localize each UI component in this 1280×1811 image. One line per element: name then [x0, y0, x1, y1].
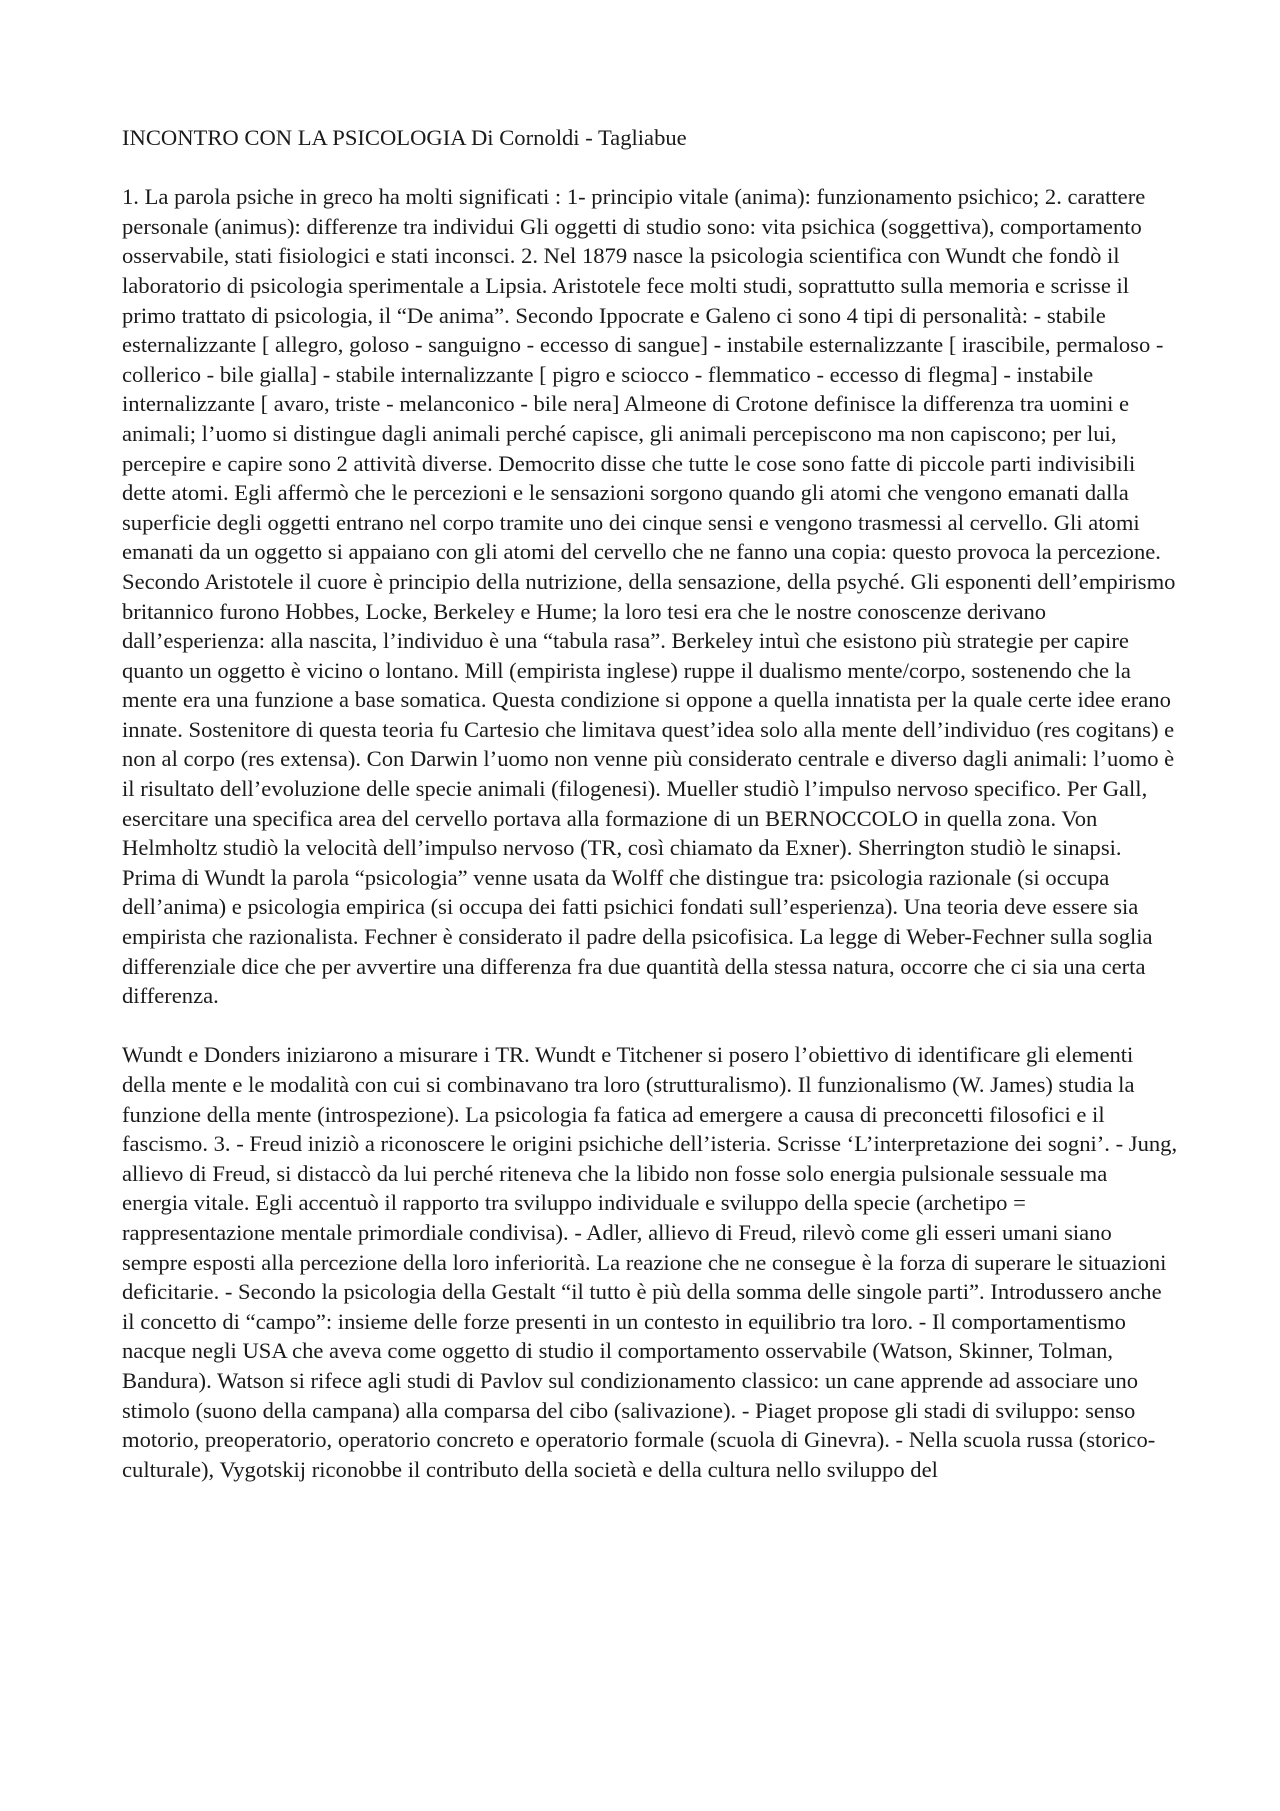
- paragraph-1: 1. La parola psiche in greco ha molti significati : 1- principio vitale (anima): funzionamento psichico; 2. carattere personale (animus): differenze tra individui Gli oggetti di studio sono: vita psichica (soggettiva), comportamento osservabile, stati fisiologici e stati inconsci. 2. Nel 1879 nasce la psicologia scientifica con Wundt che fondò il laboratorio di psicologia sperimentale a Lipsia. Aristotele fece molti studi, soprattutto sulla memoria e scrisse il primo trattato di psicologia, il “De anima”. Secondo Ippocrate e Galeno ci sono 4 tipi di personalità: - stabile esternalizzante [ allegro, goloso - sanguigno - eccesso di sangue] - instabile esternalizzante [ irascibile, permaloso - collerico - bile gialla] - stabile internalizzante [ pigro e sciocco - flemmatico - eccesso di flegma] - instabile internalizzante [ avaro, triste - melanconico - bile nera] Almeone di Crotone definisce la differenza tra uomini e animali; l’uomo si distingue dagli animali perché capisce, gli animali percepiscono ma non capiscono; per lui, percepire e capire sono 2 attività diverse. Democrito disse che tutte le cose sono fatte di piccole parti indivisibili dette atomi. Egli affermò che le percezioni e le sensazioni sorgono quando gli atomi che vengono emanati dalla superficie degli oggetti entrano nel corpo tramite uno dei cinque sensi e vengono trasmessi al cervello. Gli atomi emanati da un oggetto si appaiano con gli atomi del cervello che ne fanno una copia: questo provoca la percezione. Secondo Aristotele il cuore è principio della nutrizione, della sensazione, della psyché. Gli esponenti dell’empirismo britannico furono Hobbes, Locke, Berkeley e Hume; la loro tesi era che le nostre conoscenze derivano dall’esperienza: alla nascita, l’individuo è una “tabula rasa”. Berkeley intuì che esistono più strategie per capire quanto un oggetto è vicino o lontano. Mill (empirista inglese) ruppe il dualismo mente/corpo, sostenendo che la mente era una funzione a base somatica. Questa condizione si oppone a quella innatista per la quale certe idee erano innate. Sostenitore di questa teoria fu Cartesio che limitava quest’idea solo alla mente dell’individuo (res cogitans) e non al corpo (res extensa). Con Darwin l’uomo non venne più considerato centrale e diverso dagli animali: l’uomo è il risultato dell’evoluzione delle specie animali (filogenesi). Mueller studiò l’impulso nervoso specifico. Per Gall, esercitare una specifica area del cervello portava alla formazione di un BERNOCCOLO in quella zona. Von Helmholtz studiò la velocità dell’impulso nervoso (TR, così chiamato da Exner). Sherrington studiò le sinapsi. Prima di Wundt la parola “psicologia” venne usata da Wolff che distingue tra: psicologia razionale (si occupa dell’anima) e psicologia empirica (si occupa dei fatti psichici fondati sull’esperienza). Una teoria deve essere sia empirista che razionalista. Fechner è considerato il padre della psicofisica. La legge di Weber-Fechner sulla soglia differenziale dice che per avvertire una differenza fra due quantità della stessa natura, occorre che ci sia una certa differenza.: [122, 184, 1176, 1009]
- document-title: INCONTRO CON LA PSICOLOGIA Di Cornoldi - Tagliabue: [122, 125, 687, 150]
- paragraph-2: Wundt e Donders iniziarono a misurare i TR. Wundt e Titchener si posero l’obiettivo di identificare gli elementi della mente e le modalità con cui si combinavano tra loro (strutturalismo). Il funzionalismo (W. James) studia la funzione della mente (introspezione). La psicologia fa fatica ad emergere a causa di preconcetti filosofici e il fascismo. 3. - Freud iniziò a riconoscere le origini psichiche dell’isteria. Scrisse ‘L’interpretazione dei sogni’. - Jung, allievo di Freud, si distaccò da lui perché riteneva che la libido non fosse solo energia pulsionale sessuale ma energia vitale. Egli accentuò il rapporto tra sviluppo individuale e sviluppo della specie (archetipo = rappresentazione mentale primordiale condivisa). - Adler, allievo di Freud, rilevò come gli esseri umani siano sempre esposti alla percezione della loro inferiorità. La reazione che ne consegue è la forza di superare le situazioni deficitarie. - Secondo la psicologia della Gestalt “il tutto è più della somma delle singole parti”. Introdussero anche il concetto di “campo”: insieme delle forze presenti in un contesto in equilibrio tra loro. - Il comportamentismo nacque negli USA che aveva come oggetto di studio il comportamento osservabile (Watson, Skinner, Tolman, Bandura). Watson si rifece agli studi di Pavlov sul condizionamento classico: un cane apprende ad associare uno stimolo (suono della campana) alla comparsa del cibo (salivazione). - Piaget propose gli stadi di sviluppo: senso motorio, preoperatorio, operatorio concreto e operatorio formale (scuola di Ginevra). - Nella scuola russa (storico-culturale), Vygotskij riconobbe il contributo della società e della cultura nello sviluppo del: [122, 1042, 1178, 1482]
- document-body: [122, 123, 1178, 1484]
